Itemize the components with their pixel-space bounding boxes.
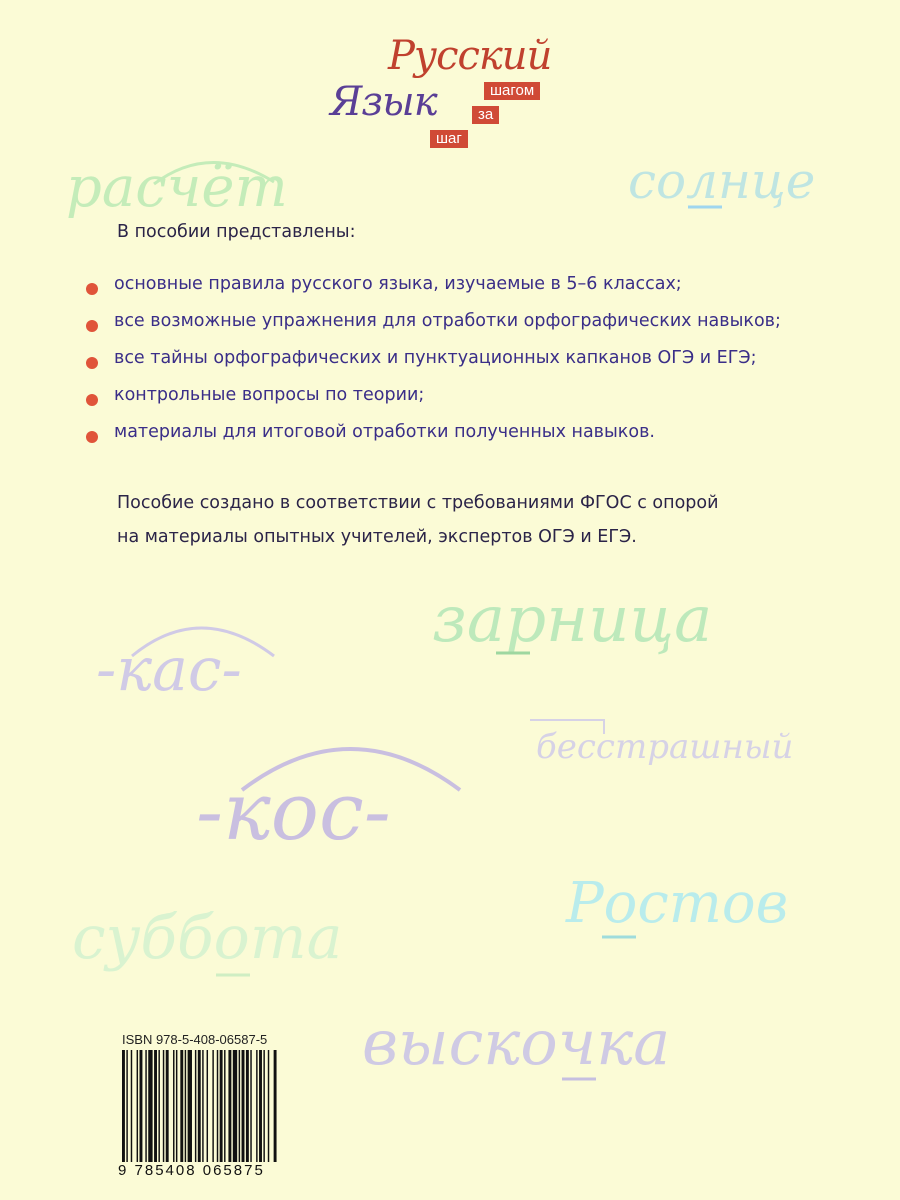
barcode-bar [239, 1050, 240, 1162]
list-item [86, 311, 846, 348]
decor-underline-1 [686, 202, 726, 212]
barcode-bar [220, 1050, 223, 1162]
logo-tag-step: шагом [484, 82, 540, 100]
barcode-bar [274, 1050, 277, 1162]
decor-word-zarnitsa: зарница [432, 583, 713, 657]
barcode-bar [176, 1050, 177, 1162]
barcode-bar [198, 1050, 201, 1162]
barcode-bar [250, 1050, 251, 1162]
barcode-bar [148, 1050, 152, 1162]
logo-word-language: Язык [330, 79, 437, 125]
barcode-bar [126, 1050, 127, 1162]
bullet-dot-icon [86, 431, 98, 443]
barcode-bar [256, 1050, 257, 1162]
list-item-text: все тайны орфографических и пунктуационных капканов ОГЭ и ЕГЭ; [114, 348, 757, 368]
decor-underline-3 [600, 932, 640, 942]
barcode-bar [224, 1050, 225, 1162]
barcode-bar [173, 1050, 174, 1162]
logo-word-russian: Русский [388, 33, 552, 79]
barcode-bar [188, 1050, 192, 1162]
paragraph-line-2: на материалы опытных учителей, экспертов ОГЭ и ЕГЭ. [117, 527, 637, 547]
barcode-bar [202, 1050, 203, 1162]
decor-word-vyskochka: выскочка [362, 1006, 671, 1079]
decor-root-arc-1 [150, 148, 280, 188]
decor-word-raschet: расчёт [66, 155, 288, 220]
barcode-bar [185, 1050, 186, 1162]
list-item [86, 422, 846, 459]
barcode-bar [228, 1050, 231, 1162]
list-item-text: материалы для итоговой отработки полученных навыков. [114, 422, 655, 442]
decor-prefix-bracket [528, 716, 608, 736]
barcode-digits: 9 785408 065875 [118, 1162, 265, 1179]
barcode-bar [263, 1050, 264, 1162]
series-logo [330, 33, 570, 156]
barcode-bar [217, 1050, 218, 1162]
barcode-bar [140, 1050, 143, 1162]
description-paragraph [117, 486, 718, 554]
decor-word-solntse: солнце [628, 152, 816, 210]
decor-underline-2 [494, 648, 534, 658]
barcode-bar [246, 1050, 249, 1162]
list-item-text: контрольные вопросы по теории; [114, 385, 425, 405]
decor-underline-4 [214, 970, 254, 980]
paragraph-line-1: Пособие создано в соответствии с требованиями ФГОС с опорой [117, 493, 719, 513]
barcode-bar [268, 1050, 269, 1162]
barcode-bar [166, 1050, 169, 1162]
decor-underline-5 [560, 1074, 600, 1084]
bullet-dot-icon [86, 394, 98, 406]
isbn-label: ISBN 978-5-408-06587-5 [122, 1032, 268, 1047]
barcode-bar [212, 1050, 213, 1162]
list-item-text: основные правила русского языка, изучаемые в 5–6 классах; [114, 274, 682, 294]
barcode-bar [137, 1050, 138, 1162]
bullet-dot-icon [86, 320, 98, 332]
list-item [86, 385, 846, 422]
intro-heading: В пособии представлены: [117, 222, 356, 242]
logo-tag-step2: шаг [430, 130, 468, 148]
list-item-text: все возможные упражнения для отработки орфографических навыков; [114, 311, 781, 331]
list-item [86, 274, 846, 311]
barcode-bar [131, 1050, 132, 1162]
barcode-bar [145, 1050, 146, 1162]
barcode-bar [242, 1050, 245, 1162]
logo-tag-by: за [472, 106, 499, 124]
bullet-dot-icon [86, 283, 98, 295]
feature-list [86, 274, 846, 459]
barcode-bar [122, 1050, 125, 1162]
isbn-barcode [118, 1032, 280, 1182]
decor-word-kas: -кас- [96, 635, 242, 705]
decor-word-besstrashny: бесстрашный [536, 727, 794, 767]
barcode-bar [163, 1050, 164, 1162]
barcode-bar [259, 1050, 262, 1162]
decor-word-subbota: суббота [72, 903, 343, 973]
barcode-bar [158, 1050, 159, 1162]
decor-root-arc-3 [236, 724, 466, 794]
decor-word-rostov: Ростов [566, 871, 789, 936]
barcode-bar [233, 1050, 237, 1162]
barcode-bar [180, 1050, 183, 1162]
bullet-dot-icon [86, 357, 98, 369]
decor-root-arc-2 [128, 610, 278, 660]
barcode-bars [122, 1050, 278, 1162]
list-item [86, 348, 846, 385]
barcode-bar [207, 1050, 208, 1162]
barcode-bar [154, 1050, 157, 1162]
decor-word-kos: -кос- [196, 765, 391, 858]
barcode-bar [195, 1050, 196, 1162]
